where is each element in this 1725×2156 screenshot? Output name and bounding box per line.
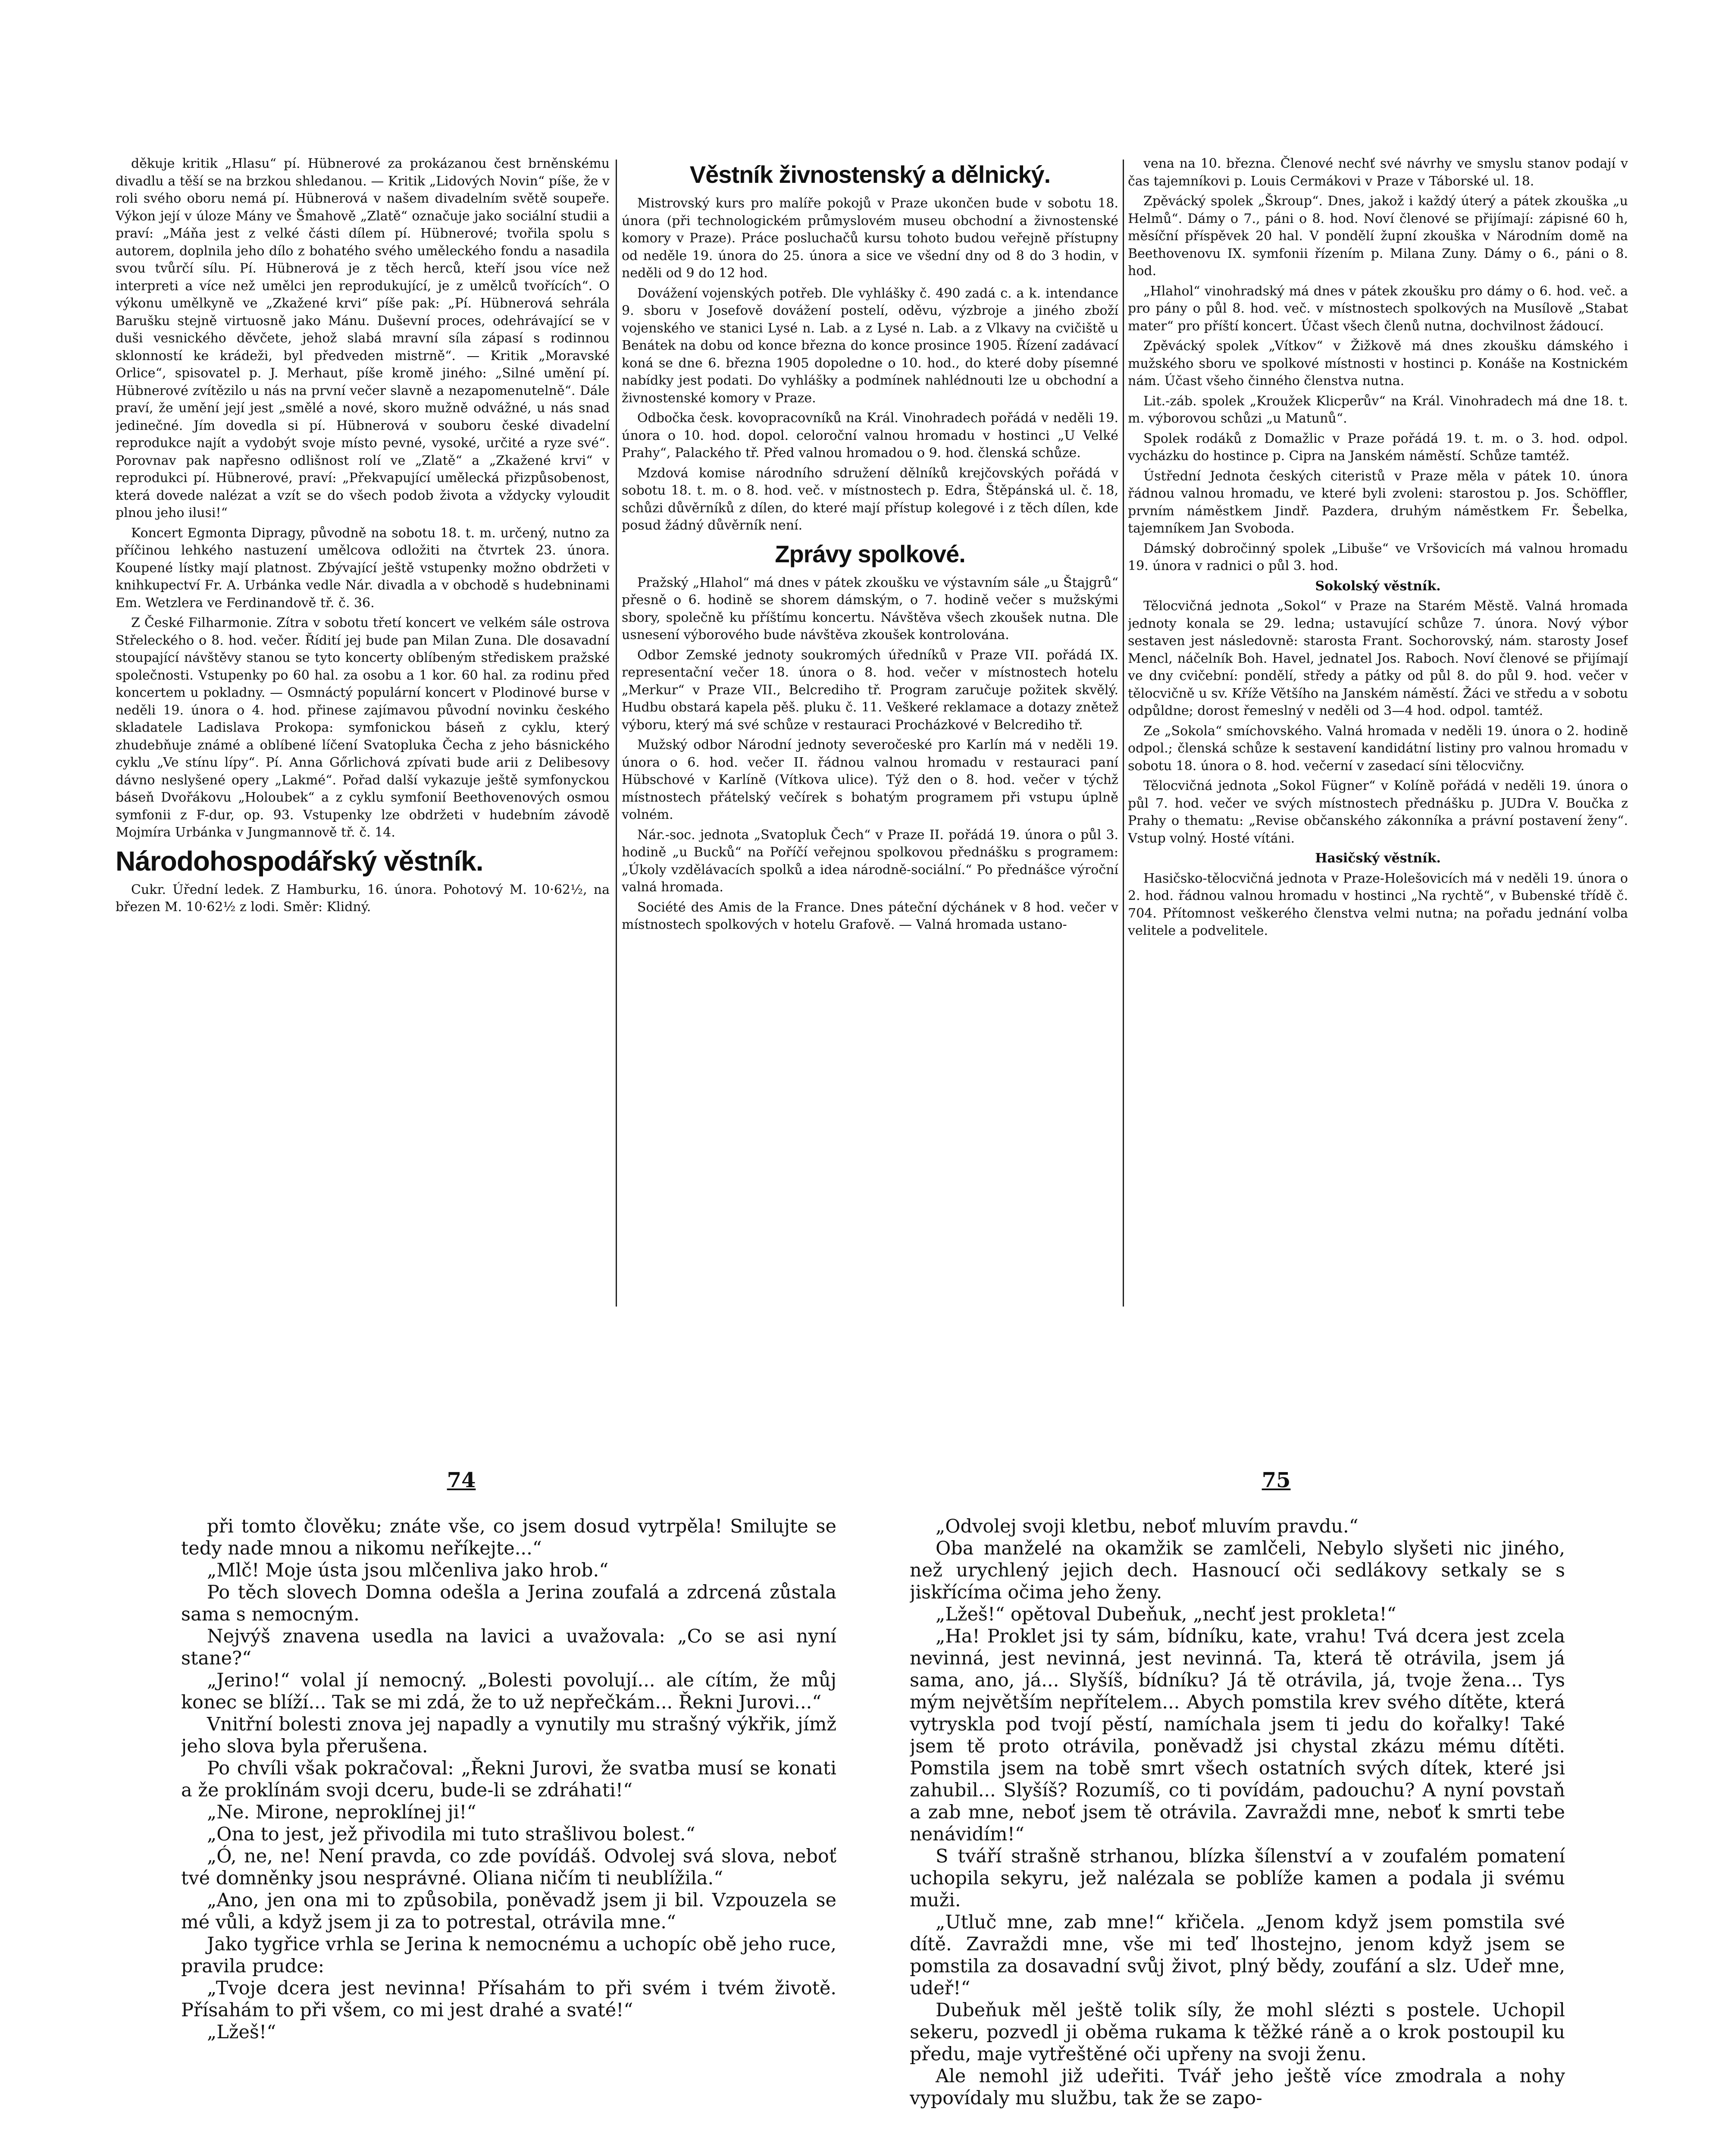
club-paragraph: Ústřední Jednota českých citeristů v Praze měla v pátek 10. února řádnou valnou hromadu, ve které byli zvoleni: starostou p. Jos. Schöffler, prvním náměstkem Jindř. Pazdera, druhým náměstkem Fr. Šebelka, tajemníkem Jan Svoboda. (1128, 468, 1628, 536)
story-paragraph: „Ano, jen ona mi to způsobila, poněvadž jsem ji bil. Vzpouzela se mé vůli, a když jsem ji za to potrestal, otrávila mne.“ (181, 1890, 836, 1933)
story-paragraph: při tomto člověku; znáte vše, co jsem dosud vytrpěla! Smilujte se tedy nade mnou a nikomu neříkejte...“ (181, 1516, 836, 1559)
economic-bulletin-heading: Národohospodářský věstník. (116, 845, 483, 877)
column-1 (116, 155, 610, 1302)
club-paragraph: Mužský odbor Národní jednoty severočeské pro Karlín má v neděli 19. února o 6. hod. večer II. řádnou valnou hromadu v restauraci paní Hübschové v Karlíně (Vítkova ulice). Týž den o 8. hod. večer v týchž místnostech přátelský večírek s bohatým programem při vstupu úplně volném. (622, 737, 1118, 822)
story-paragraph: „Ona to jest, jež přivodila mi tuto strašlivou bolest.“ (207, 1824, 695, 1845)
club-paragraph: Dámský dobročinný spolek „Libuše“ ve Vršovicích má valnou hromadu 19. února v radnici o půl 3. hod. (1128, 541, 1628, 573)
story-paragraph: „Lžeš!“ opětoval Dubeňuk, „nechť jest prokleta!“ (936, 1604, 1396, 1625)
story-paragraph: „Odvolej svoji kletbu, neboť mluvím pravdu.“ (936, 1516, 1359, 1537)
story-paragraph: Vnitřní bolesti znova jej napadly a vynutily mu strašný výkřik, jímž jeho slova byla přerušena. (181, 1714, 836, 1757)
club-paragraph: vena na 10. března. Členové nechť své návrhy ve smyslu stanov podají v čas tajemníkovi p. Louis Cermákovi v Praze v Táborské ul. 18. (1128, 156, 1628, 189)
page-number-right: 75 (1262, 1468, 1291, 1492)
club-news-heading: Zprávy spolkové. (775, 540, 965, 567)
trade-labor-bulletin-heading: Věstník živnostenský a dělnický. (689, 161, 1051, 188)
story-paragraph: Ale nemohl již udeřiti. Tvář jeho ještě více zmodrala a nohy vypovídaly mu službu, tak že se zapo- (910, 2065, 1565, 2109)
story-paragraph: „Utluč mne, zab mne!“ křičela. „Jenom když jsem pomstila své dítě. Zavraždi mne, vše mi teď lhostejno, jenom když jsem se pomstila za dosavadní svůj život, plný bědy, zoufání a slz. Udeř mne, udeř!“ (910, 1912, 1565, 1999)
dipraga-concert-paragraph: Koncert Egmonta Dipragy, původně na sobotu 18. t. m. určený, nutno za příčinou lehkého nastuzení umělcova odložiti na čtvrtek 23. února. Koupené lístky mají platnost. Zbývající ještě vstupenky možno obdržeti v knihkupectví Fr. A. Urbánka vedle Nár. divadla a v obchodě s hudebninami Em. Wetzlera ve Ferdinandově tř. č. 36. (116, 525, 610, 611)
page-number-left: 74 (447, 1468, 476, 1492)
story-page-left (181, 1516, 836, 2156)
story-paragraph: „Ó, ne, ne! Není pravda, co zde povídáš. Odvolej svá slova, neboť tvé domněnky jsou nesprávné. Oliana ničím ti neublížila.“ (181, 1846, 836, 1889)
story-paragraph: „Mlč! Moje ústa jsou mlčenliva jako hrob.“ (207, 1560, 609, 1581)
trade-paragraph: Dovážení vojenských potřeb. Dle vyhlášky č. 490 zadá c. a k. intendance 9. sboru v Josefově dovážení postelí, oděvu, výzbroje a jiného zboží vojenského ve stanici Lysé n. Lab. a z Lysé n. Lab. a z Vlkavy na cvičiště u Benátek na dobu od konce března do konce prosince 1905. Řízení zadávací koná se dne 6. března 1905 dopoledne o 10. hod., do které doby písemné nabídky jest podati. Do vyhlášky a podmínek nahlédnouti lze u obchodní a živnostenské komory v Praze. (622, 285, 1118, 406)
story-paragraph: „Tvoje dcera jest nevinna! Přísahám to při svém i tvém životě. Přísahám to při všem, co mi jest drahé a svaté!“ (181, 1977, 836, 2021)
trade-paragraph: Mistrovský kurs pro malíře pokojů v Praze ukončen bude v sobotu 18. února (při technologickém průmyslovém museu obchodní a živnostenské komory v Praze). Práce posluchačů kursu tohoto budou veřejně přístupny od neděle 19. února do 25. února a sice ve všední dny od 8 do 3 hodin, v neděli od 9 do 12 hod. (622, 196, 1118, 281)
club-paragraph: Lit.-záb. spolek „Kroužek Klicperův“ na Král. Vinohradech má dne 18. t. m. výborovou schůzi „u Matunů“. (1128, 393, 1628, 426)
sokol-bulletin-subheading: Sokolský věstník. (1315, 578, 1441, 594)
column-divider-2 (1123, 160, 1124, 1307)
story-paragraph: „Lžeš!“ (207, 2021, 276, 2043)
firefighter-paragraph: Hasičsko-tělocvičná jednota v Praze-Holešovicích má v neděli 19. února o 2. hod. řádnou valnou hromadu v hostinci „Na rychtě“, v Bubenské třídě č. 704. Přítomnost veškerého členstva velmi nutna; na pořadu jednání volba velitele a podvelitele. (1128, 871, 1628, 938)
trade-paragraph: Odbočka česk. kovopracovníků na Král. Vinohradech pořádá v neděli 19. února o 10. hod. dopol. celoroční valnou hromadu v hostinci „U Velké Prahy“, Palackého tř. Před valnou hromadou o 9. hod. členská schůze. (622, 411, 1118, 461)
story-paragraph: Nejvýš znavena usedla na lavici a uvažovala: „Co se asi nyní stane?“ (181, 1626, 836, 1669)
column-3 (1128, 155, 1628, 1302)
sokol-paragraph: Tělocvičná jednota „Sokol Fügner“ v Kolíně pořádá v neděli 19. února o půl 7. hod. večer ve svých místnostech přednášku p. JUDra V. Boučka z Prahy o thematu: „Revise občanského zákonníka a právní postavení ženy“. Vstup volný. Hosté vítáni. (1128, 778, 1628, 846)
club-paragraph: Odbor Zemské jednoty soukromých úředníků v Praze VII. pořádá IX. representační večer 18. února o 8. hod. večer v místnostech hotelu „Merkur“ v Praze VII., Belcrediho tř. Program zaručuje požitek skvělý. Hudbu obstará kapela pěš. pluku č. 11. Veškeré reklamace a dotazy znětež výboru, který má své schůze v restauraci Procházkové v Belcrediho tř. (622, 647, 1118, 733)
club-paragraph: Zpěvácký spolek „Vítkov“ v Žižkově má dnes zkoušku dámského i mužského sboru ve spolkové místnosti v hostinci p. Konáše na Kostnickém nám. Účast všeho činného členstva nutna. (1128, 338, 1628, 389)
story-paragraph: „Ne. Mirone, neproklínej ji!“ (207, 1802, 476, 1823)
club-paragraph: Zpěvácký spolek „Škroup“. Dnes, jakož i každý úterý a pátek zkouška „u Helmů“. Dámy o 7., páni o 8. hod. Noví členové se přijímají: zápisné 60 h, měsíční příspěvek 20 hal. V pondělí župní zkouška v Národním domě na Beethovenovu IX. symfonii řízením p. Milana Zuny. Dámy o 6., páni o 8. hod. (1128, 194, 1628, 279)
story-paragraph: Dubeňuk měl ještě tolik síly, že mohl slézti s postele. Uchopil sekeru, pozvedl ji oběma rukama k těžké ráně a o krok postoupil ku předu, maje vytřeštěné oči upřeny na svoji ženu. (910, 1999, 1565, 2065)
club-paragraph: Société des Amis de la France. Dnes páteční dýchánek v 8 hod. večer v místnostech spolkových v hotelu Grafově. — Valná hromada ustano- (622, 899, 1118, 932)
sugar-market-paragraph: Cukr. Úřední ledek. Z Hamburku, 16. února. Pohotový M. 10·62½, na březen M. 10·62½ z lodi. Směr: Klidný. (116, 882, 610, 915)
club-paragraph: „Hlahol“ vinohradský má dnes v pátek zkoušku pro dámy o 6. hod. več. a pro pány o půl 8. hod. več. v místnostech spolkových na Musílově „Stabat mater“ pro příští koncert. Účast všech členů nutna, dochvilnost žádoucí. (1128, 283, 1628, 334)
story-paragraph: Jako tygřice vrhla se Jerina k nemocnému a uchopíc obě jeho ruce, pravila prudce: (181, 1934, 836, 1977)
story-paragraph: „Jerino!“ volal jí nemocný. „Bolesti povolují... ale cítím, že můj konec se blíží... Tak se mi zdá, že to už nepřečkám... Řekni Jurovi...“ (181, 1670, 836, 1713)
philharmonic-paragraph: Z České Filharmonie. Zítra v sobotu třetí koncert ve velkém sále ostrova Střeleckého o 8. hod. večer. Řídití jej bude pan Milan Zuna. Dle dosavadní stoupající návštěvy stanou se tyto koncerty oblíbeným střediskem pražské společnosti. Vstupenky po 60 hal. za osobu a 1 kor. 60 hal. za rodinu před koncertem u pokladny. — Osmnáctý populární koncert v Plodinové burse v neděli 19. února o 4. hod. přinese zajímavou původní novinku českého skladatele Ladislava Prokopa: symfonickou báseň z cyklu, který zhudebňuje známé a oblíbené líčení Svatopluka Čecha z jeho básnického cyklu „Ve stínu lípy“. Pí. Anna Gőrlichová zpívati bude arii z Delibesovy dávno neslyšené opery „Lakmé“. Pořad další vykazuje ještě symfonyckou báseň Dvořákovu „Holoubek“ a z cyklu symfonií Beethovenových osmou symfonii z F-dur, op. 93. Vstupenky lze obdržeti v hudebním závodě Mojmíra Urbánka v Jungmannově tř. č. 14. (116, 615, 610, 840)
sokol-paragraph: Ze „Sokola“ smíchovského. Valná hromada v neděli 19. února o 2. hodině odpol.; členská schůze k sestavení kandidátní listiny pro valnou hromadu v sobotu 18. února o 8. hod. večerní v zasedací síni tělocvičny. (1128, 723, 1628, 774)
sokol-paragraph: Tělocvičná jednota „Sokol“ v Praze na Starém Městě. Valná hromada jednoty konala se 29. ledna; ustavující schůze 7. února. Nový výbor sestaven jest následovně: starosta Frant. Sochorovský, nám. starosty Josef Mencl, náčelník Boh. Havel, jednatel Jos. Raboch. Noví členové se přijímají ve dny cvičební: pondělí, středy a pátky od půl 8. do půl 9. hod. večer v tělocvičně u sv. Kříže Většího na Janském náměstí. Žáci ve středu a v sobotu odpůldne; dorost řemeslný v neděli od 3—4 hod. odpol. tamtéž. (1128, 599, 1628, 718)
story-paragraph: Oba manželé na okamžik se zamlčeli, Nebylo slyšeti nic jiného, než urychlený jejich dech. Hasnoucí oči sedlákovy setkaly se s jiskřícíma očima jeho ženy. (910, 1538, 1565, 1603)
story-paragraph: S tváří strašně strhanou, blízka šílenství a v zoufalém pomatení uchopila sekyru, jež nalézala se poblíže kamen a podala ji svému muži. (910, 1846, 1565, 1911)
column-2 (622, 155, 1118, 1302)
column-divider-1 (616, 160, 617, 1307)
club-paragraph: Spolek rodáků z Domažlic v Praze pořádá 19. t. m. o 3. hod. odpol. vycházku do hostince p. Cipra na Janském náměstí. Schůze tamtéž. (1128, 431, 1628, 464)
club-paragraph: Nár.-soc. jednota „Svatopluk Čech“ v Praze II. pořádá 19. února o půl 3. hodině „u Bucků“ na Poříčí veřejnou spolkovou přednášku s programem: „Úkoly vzdělávacích spolků a idea národně-sociální.“ Po přednášce výroční valná hromada. (622, 827, 1118, 895)
firefighter-bulletin-subheading: Hasičský věstník. (1315, 851, 1441, 866)
theatre-review-paragraph: děkuje kritik „Hlasu“ pí. Hübnerové za prokázanou čest brněnskému divadlu a těší se na brzkou shledanou. — Kritik „Lidových Novin“ píše, že v roli svého oboru nemá pí. Hübnerová v našem divadelním světě soupeře. Výkon její v úloze Mány ve Šmahově „Zlatě“ označuje jako sociální studii a praví: „Máňa jest z velké části dílem pí. Hübnerové; tvořila spolu s autorem, doplnila jeho dílo z bohatého svého uměleckého fondu a nasadila svou tvůrčí sílu. Pí. Hübnerová je z těch herců, kteří jsou více než interpreti a více než umělci jen reprodukující, je z umělců tvořících“. O výkonu umělkyně ve „Zkažené krvi“ píše pak: „Pí. Hübnerová sehrála Barušku stejně virtuosně jako Mánu. Duševní proces, odehrávající se v duši vesnického děvčete, jehož slabá mravní síla zápasí s rodinnou sklonností ke krádeži, byl předveden mistrně“. — Kritik „Moravské Orlice“, spisovatel p. J. Merhaut, píše kromě jiného: „Silné umění pí. Hübnerové zvítězilo u nás na první večer slavně a nezapomenutelně“. Dále praví, že umění její jest „smělé a nové, skoro mužně odvážné, u nás snad jedinečné. Jím dovedla si pí. Hübnerová v souboru české divadelní reprodukce najít a vydobýt svoje místo pevné, vysoké, určité a ryze své“. Porovnav pak napřesno odlišnost rolí ve „Zlatě“ a „Zkažené krvi“ v reprodukci pí. Hübnerové, praví: „Překvapující umělecká přizpůsobenost, která dovede nalézat a vzít se do všech podob života a vždycky vyloudit plnou jeho ilusi!“ (116, 156, 610, 520)
story-paragraph: Po těch slovech Domna odešla a Jerina zoufalá a zdrcená zůstala sama s nemocným. (181, 1582, 836, 1625)
trade-paragraph: Mzdová komise národního sdružení dělníků krejčovských pořádá v sobotu 18. t. m. o 8. hod. več. v místnostech p. Edra, Štěpánská ul. č. 18, schůzi důvěrníků z dílen, do které mají přístup kolegové i z těch dílen, kde posud žádný důvěrník není. (622, 465, 1118, 533)
club-paragraph: Pražský „Hlahol“ má dnes v pátek zkoušku ve výstavním sále „u Štajgrů“ přesně o 6. hodině se shorem dámským, o 7. hodině večer s mužskými sbory, společně ku příštímu koncertu. Návštěva všech zkoušek nutna. Dle usnesení výborového bude návštěva zkoušek kontrolována. (622, 575, 1118, 642)
story-paragraph: „Ha! Proklet jsi ty sám, bídníku, kate, vrahu! Tvá dcera jest zcela nevinná, jest nevinná, jest nevinná. Ta, která tě otrávila, jsem já sama, ano, já... Slyšíš, bídníku? Já tě otrávila, já, tvoje žena... Tys mým největším nepřítelem... Abych pomstila krev svého dítěte, která vytryskla pod tvojí pěstí, namíchala jsem ti jedu do kořalky! Také jsem tě proto otrávila, poněvadž jsi chystal zkázu mému dítěti. Pomstila jsem na tobě smrt všech ostatních svých dítek, které jsi zahubil... Slyšíš? Rozumíš, co ti povídám, padouchu? A nyní povstaň a zab mne, neboť jsem tě otrávila. Zavraždi mne, neboť k smrti tebe nenávidím!“ (910, 1626, 1565, 1845)
story-page-right (910, 1516, 1565, 2156)
story-paragraph: Po chvíli však pokračoval: „Řekni Jurovi, že svatba musí se konati a že proklínám svoji dceru, bude-li se zdráhati!“ (181, 1758, 836, 1801)
